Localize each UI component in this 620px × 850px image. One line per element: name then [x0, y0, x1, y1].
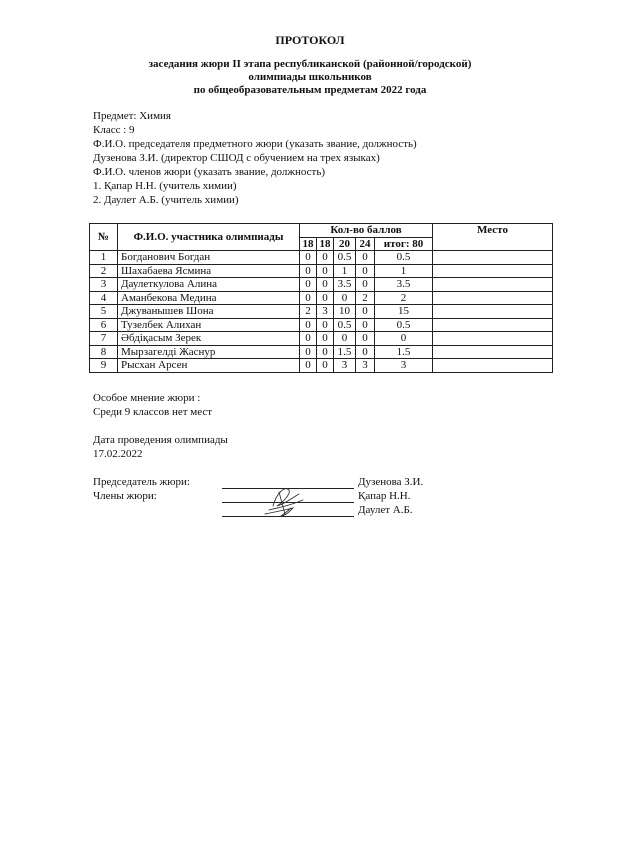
cell-score: 0	[317, 278, 334, 292]
cell-participant-name: Богданович Богдан	[118, 251, 300, 265]
cell-total: 0	[375, 332, 433, 346]
cell-place	[433, 359, 553, 373]
cell-participant-name: Джуванышев Шона	[118, 305, 300, 319]
signature-members-label: Члены жюри:	[93, 490, 157, 502]
cell-participant-name: Тузелбек Алихан	[118, 318, 300, 332]
chair-label: Ф.И.О. председателя предметного жюри (указать звание, должность)	[93, 138, 417, 150]
table-row	[90, 332, 553, 346]
opinion-text: Среди 9 классов нет мест	[93, 406, 213, 418]
cell-place	[433, 278, 553, 292]
cell-total: 3.5	[375, 278, 433, 292]
cell-score: 0	[356, 318, 375, 332]
cell-score: 0	[300, 251, 317, 265]
cell-number: 5	[90, 305, 118, 319]
cell-participant-name: Рысхан Арсен	[118, 359, 300, 373]
header-score-max: 18	[300, 237, 317, 251]
cell-score: 0	[300, 359, 317, 373]
header-score-max: 18	[317, 237, 334, 251]
header-score-max: 24	[356, 237, 375, 251]
cell-score: 0	[300, 332, 317, 346]
table-row	[90, 305, 553, 319]
header-place: Место	[433, 224, 553, 251]
cell-score: 0	[300, 291, 317, 305]
table-row	[90, 291, 553, 305]
cell-number: 7	[90, 332, 118, 346]
cell-place	[433, 305, 553, 319]
cell-place	[433, 345, 553, 359]
cell-total: 0.5	[375, 251, 433, 265]
signature-chair-name: Дузенова З.И.	[358, 476, 424, 488]
cell-score: 10	[334, 305, 356, 319]
cell-score: 0	[317, 291, 334, 305]
signature-member-1-name: Қапар Н.Н.	[358, 490, 411, 502]
cell-score: 3	[334, 359, 356, 373]
cell-score: 3	[317, 305, 334, 319]
cell-participant-name: Әбдіқасым Зерек	[118, 332, 300, 346]
header-number: №	[90, 224, 118, 251]
cell-score: 2	[300, 305, 317, 319]
subtitle-line-1: заседания жюри II этапа республиканской (районной/городской)	[148, 58, 472, 70]
cell-place	[433, 251, 553, 265]
cell-total: 2	[375, 291, 433, 305]
cell-place	[433, 318, 553, 332]
cell-participant-name: Даулеткулова Алина	[118, 278, 300, 292]
cell-score: 0	[300, 264, 317, 278]
cell-total: 1	[375, 264, 433, 278]
table-row	[90, 345, 553, 359]
date-label: Дата проведения олимпиады	[93, 434, 228, 446]
cell-participant-name: Шахабаева Ясмина	[118, 264, 300, 278]
chair-value: Дузенова З.И. (директор СШОД с обучением на трех языках)	[93, 152, 380, 164]
cell-place	[433, 291, 553, 305]
cell-number: 1	[90, 251, 118, 265]
cell-score: 0	[317, 359, 334, 373]
cell-number: 4	[90, 291, 118, 305]
cell-score: 0	[356, 278, 375, 292]
table-row	[90, 251, 553, 265]
table-row	[90, 359, 553, 373]
header-participant-name: Ф.И.О. участника олимпиады	[118, 224, 300, 251]
handwritten-signature	[255, 480, 315, 520]
subject-line: Предмет: Химия	[93, 110, 171, 122]
cell-score: 3	[356, 359, 375, 373]
opinion-label: Особое мнение жюри :	[93, 392, 201, 404]
cell-score: 1	[334, 264, 356, 278]
cell-score: 0	[356, 251, 375, 265]
members-label: Ф.И.О. членов жюри (указать звание, должность)	[93, 166, 326, 178]
cell-score: 0.5	[334, 318, 356, 332]
subtitle-line-2: олимпиады школьников	[248, 71, 372, 83]
cell-total: 1.5	[375, 345, 433, 359]
cell-score: 0	[317, 345, 334, 359]
cell-total: 15	[375, 305, 433, 319]
cell-number: 6	[90, 318, 118, 332]
cell-score: 0	[356, 345, 375, 359]
cell-score: 1.5	[334, 345, 356, 359]
header-scores: Кол-во баллов	[300, 224, 433, 238]
cell-place	[433, 332, 553, 346]
cell-score: 0	[356, 264, 375, 278]
cell-score: 0	[334, 291, 356, 305]
member-2: 2. Даулет А.Б. (учитель химии)	[93, 194, 239, 206]
cell-number: 9	[90, 359, 118, 373]
cell-score: 0.5	[334, 251, 356, 265]
table-row	[90, 278, 553, 292]
cell-total: 0.5	[375, 318, 433, 332]
table-row	[90, 264, 553, 278]
cell-number: 8	[90, 345, 118, 359]
member-1: 1. Қапар Н.Н. (учитель химии)	[93, 180, 237, 192]
cell-score: 3.5	[334, 278, 356, 292]
results-table	[89, 223, 553, 373]
cell-score: 0	[317, 318, 334, 332]
cell-score: 0	[300, 345, 317, 359]
signature-member-2-name: Даулет А.Б.	[358, 504, 413, 516]
date-value: 17.02.2022	[93, 448, 143, 460]
cell-score: 0	[317, 264, 334, 278]
cell-score: 0	[317, 332, 334, 346]
cell-score: 0	[300, 278, 317, 292]
cell-score: 0	[356, 305, 375, 319]
cell-score: 0	[356, 332, 375, 346]
header-score-total: итог: 80	[375, 237, 433, 251]
signature-chair-label: Председатель жюри:	[93, 476, 190, 488]
cell-score: 2	[356, 291, 375, 305]
subtitle-line-3: по общеобразовательным предметам 2022 года	[193, 84, 427, 96]
cell-total: 3	[375, 359, 433, 373]
cell-score: 0	[317, 251, 334, 265]
cell-participant-name: Мырзагелді Жаснур	[118, 345, 300, 359]
cell-number: 2	[90, 264, 118, 278]
cell-number: 3	[90, 278, 118, 292]
table-row	[90, 318, 553, 332]
cell-score: 0	[300, 318, 317, 332]
cell-place	[433, 264, 553, 278]
document-title: ПРОТОКОЛ	[275, 33, 345, 47]
class-line: Класс : 9	[93, 124, 135, 136]
cell-participant-name: Аманбекова Медина	[118, 291, 300, 305]
header-score-max: 20	[334, 237, 356, 251]
cell-score: 0	[334, 332, 356, 346]
